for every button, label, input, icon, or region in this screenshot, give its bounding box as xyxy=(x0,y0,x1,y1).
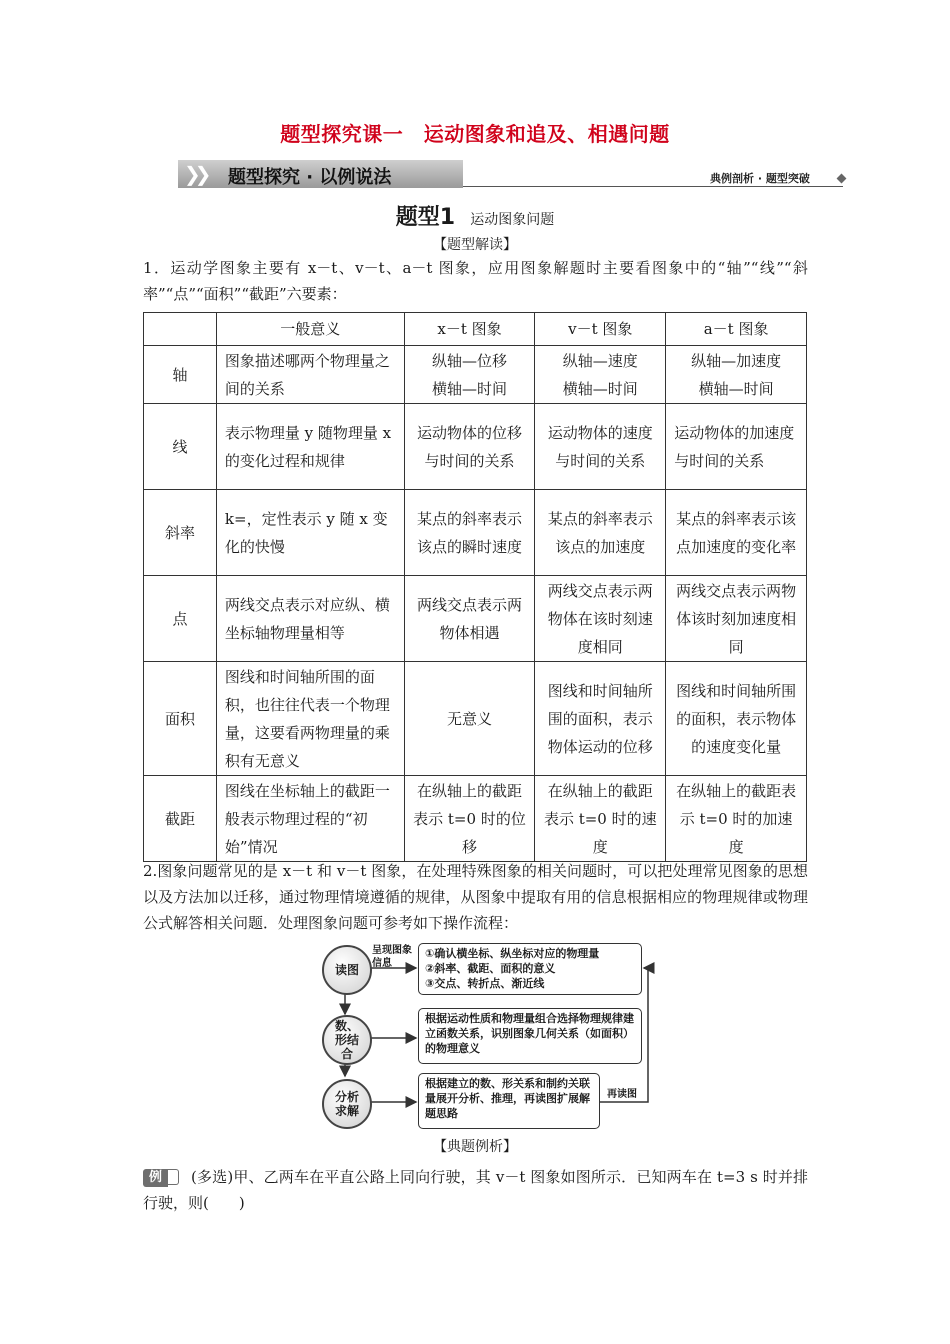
table-cell: 运动物体的加速度与时间的关系 xyxy=(666,404,807,490)
flow-step-read xyxy=(322,945,372,995)
table-cell: 某点的斜率表示该点加速度的变化率 xyxy=(666,490,807,576)
table-cell: 两线交点表示两物体该时刻加速度相同 xyxy=(666,576,807,662)
subheading-example: 【典题例析】 xyxy=(433,1139,517,1155)
table-row xyxy=(144,346,807,404)
table-cell: 在纵轴上的截距表示 t=0 时的速度 xyxy=(535,776,666,862)
process-flowchart xyxy=(318,938,656,1132)
table-cell: 运动物体的速度与时间的关系 xyxy=(535,404,666,490)
banner-label: 题型探究 · 以例说法 xyxy=(228,167,392,188)
flow-box-line: ③交点、转折点、渐近线 xyxy=(425,977,545,990)
table-cell: 表示物理量 y 随物理量 x 的变化过程和规律 xyxy=(216,404,404,490)
example-text: (多选)甲、乙两车在平直公路上同向行驶，其 v－t 图象如图所示．已知两车在 t=3 s 时并排行驶，则( ) xyxy=(143,1168,808,1212)
section-heading xyxy=(0,200,950,231)
table-cell: 图线和时间轴所围的面积，也往往代表一个物理量，这要看两物理量的乘积有无意义 xyxy=(216,662,404,776)
table-cell: 两线交点表示两物体在该时刻速度相同 xyxy=(535,576,666,662)
table-header: v－t 图象 xyxy=(535,313,666,346)
table-cell: 纵轴—位移 横轴—时间 xyxy=(404,346,535,404)
table-row xyxy=(144,404,807,490)
table-cell: 某点的斜率表示该点的瞬时速度 xyxy=(404,490,535,576)
table-cell: 在纵轴上的截距表示 t=0 时的加速度 xyxy=(666,776,807,862)
table-header: a－t 图象 xyxy=(666,313,807,346)
table-cell: 两线交点表示对应纵、横坐标轴物理量相等 xyxy=(216,576,404,662)
table-cell: 某点的斜率表示该点的加速度 xyxy=(535,490,666,576)
table-cell: 无意义 xyxy=(404,662,535,776)
paragraph-2: 2.图象问题常见的是 x－t 和 v－t 图象，在处理特殊图象的相关问题时，可以把处理常见图象的思想以及方法加以迁移，通过物理情境遵循的规律，从图象中提取有用的信息根据相应的物理规律或物理公式解答相关问题．处理图象问题可参考如下操作流程： xyxy=(143,862,808,932)
table-cell: 图线在坐标轴上的截距一般表示物理过程的“初始”情况 xyxy=(216,776,404,862)
table-cell: 纵轴—加速度 横轴—时间 xyxy=(666,346,807,404)
table-cell: 斜率 xyxy=(144,490,217,576)
section-banner xyxy=(178,160,463,188)
elements-table xyxy=(143,312,807,862)
table-cell: 运动物体的位移与时间的关系 xyxy=(404,404,535,490)
flow-step-label: 读图 xyxy=(334,963,359,977)
table-row xyxy=(144,490,807,576)
subheading-interpretation: 【题型解读】 xyxy=(433,237,517,253)
table-cell: 面积 xyxy=(144,662,217,776)
table-cell: 截距 xyxy=(144,776,217,862)
flow-feedback-label: 再读图 xyxy=(607,1089,637,1100)
table-cell: 图象描述哪两个物理量之间的关系 xyxy=(216,346,404,404)
table-cell: 点 xyxy=(144,576,217,662)
table-header-row xyxy=(144,313,807,346)
table-row xyxy=(144,776,807,862)
flow-step-label: 数、形结合 xyxy=(334,1019,359,1061)
example-paragraph xyxy=(143,1164,808,1216)
table-cell: 图线和时间轴所围的面积，表示物体运动的位移 xyxy=(535,662,666,776)
table-header: 一般意义 xyxy=(216,313,404,346)
banner-divider xyxy=(463,186,843,187)
flow-step-label: 分析求解 xyxy=(334,1090,359,1118)
diamond-icon xyxy=(837,174,847,184)
flow-box-line: ②斜率、截距、面积的意义 xyxy=(425,962,556,975)
table-cell: 线 xyxy=(144,404,217,490)
flow-step-combine xyxy=(322,1015,372,1065)
section-number: 题型1 xyxy=(395,205,456,230)
example-tag: 例 xyxy=(143,1169,168,1187)
flow-step-solve xyxy=(322,1079,372,1129)
flow-label-info: 呈现图象信息 xyxy=(372,945,412,969)
banner-right-label: 典例剖析 · 题型突破 xyxy=(710,172,810,185)
table-row xyxy=(144,662,807,776)
page-title: 题型探究课一 运动图象和追及、相遇问题 xyxy=(280,122,670,146)
flow-box-2: 根据运动性质和物理量组合选择物理规律建立函数关系，识别图象几何关系（如面积）的物理意义 xyxy=(418,1008,642,1064)
table-cell: k=，定性表示 y 随 x 变化的快慢 xyxy=(216,490,404,576)
section-name: 运动图象问题 xyxy=(470,212,555,228)
chevron-right-icon: ❯❯ xyxy=(184,162,206,186)
table-cell: 纵轴—速度 横轴—时间 xyxy=(535,346,666,404)
table-cell: 轴 xyxy=(144,346,217,404)
flow-box-1 xyxy=(418,943,642,995)
flow-box-line: ①确认横坐标、纵坐标对应的物理量 xyxy=(425,947,600,960)
table-cell: 两线交点表示两物体相遇 xyxy=(404,576,535,662)
paragraph-1: 1．运动学图象主要有 x－t、v－t、a－t 图象，应用图象解题时主要看图象中的“轴”“线”“斜率”“点”“面积”“截距”六要素： xyxy=(143,259,808,303)
table-cell: 在纵轴上的截距表示 t=0 时的位移 xyxy=(404,776,535,862)
example-tag-box xyxy=(168,1169,179,1185)
flow-box-3: 根据建立的数、形关系和制约关联量展开分析、推理，再读图扩展解题思路 xyxy=(418,1073,600,1129)
table-header xyxy=(144,313,217,346)
table-row xyxy=(144,576,807,662)
table-cell: 图线和时间轴所围的面积，表示物体的速度变化量 xyxy=(666,662,807,776)
table-header: x－t 图象 xyxy=(404,313,535,346)
